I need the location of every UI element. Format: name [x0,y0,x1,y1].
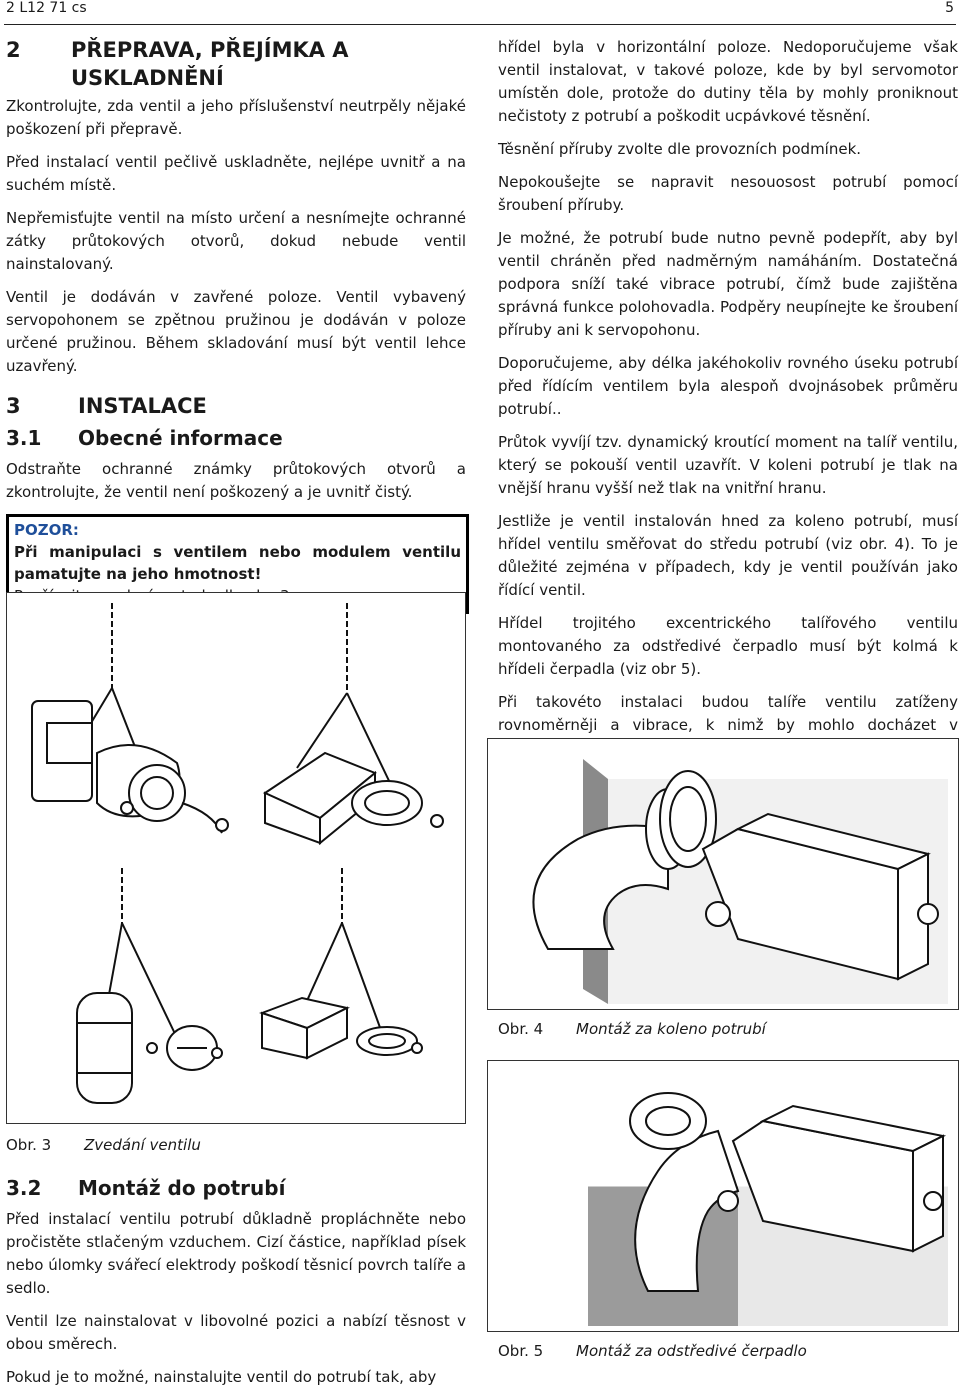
section-3-2-heading [6,1174,466,1202]
paragraph: Těsnění příruby zvolte dle provozních podmínek. [498,140,862,158]
right-column [498,36,958,770]
figure-4-elbow-mount [487,738,959,1010]
lifting-illustration-3 [77,868,222,1103]
paragraph: Odstraňte ochranné známky průtokových otvorů a zkontrolujte, že ventil není poškozený a je uvnitř čistý. [6,460,466,501]
section-3-heading [6,392,466,420]
paragraph: Při takovéto instalaci budou talíře ventilu zatíženy rovnoměrněji a vibrace, k nimž by mohlo docházet v [498,693,958,734]
paragraph: Zkontrolujte, zda ventil a jeho příslušenství neutrpěly nějaké poškození při přepravě. [6,97,466,138]
paragraph: Jestliže je ventil instalován hned za koleno potrubí, musí hřídel ventilu směřovat do středu potrubí (viz obr. 4). To je důležité zejména v případech, kdy je ventil používán jako řídící ventil. [498,512,958,599]
section-title: Obecné informace [78,426,283,450]
paragraph: Hřídel trojitého excentrického talířového ventilu montovaného za odstředivé čerpadlo musí být kolmá k hřídeli čerpadla (viz obr 5). [498,614,958,678]
section-number: 2 [6,38,21,62]
figure-4-number: Obr. 4 [498,1020,544,1038]
section-title: INSTALACE [78,394,207,418]
section-number: 3.1 [6,426,42,450]
section-title: PŘEPRAVA, PŘEJÍMKA A USKLADNĚNÍ [70,38,349,90]
paragraph: Před instalací ventil pečlivě uskladněte, nejlépe uvnitř a na suchém místě. [6,153,466,194]
paragraph: Nepřemisťujte ventil na místo určení a nesnímejte ochranné zátky průtokových otvorů, dokud nebude ventil nainstalovaný. [6,209,466,273]
figure-5-number: Obr. 5 [498,1342,544,1360]
figure-4-caption: Montáž za koleno potrubí [576,1020,766,1038]
doc-code: 2 L12 71 cs [6,0,87,16]
warning-title: POZOR: [14,521,79,539]
paragraph: hřídel byla v horizontální poloze. Nedoporučujeme však ventil instalovat, v takové poloze, kde by byl servomotor umístěn dole, protože do dutiny těla by mohly proniknout nečistoty z potrubí a poškodit ucpávkové těsnění. [498,38,958,125]
paragraph: Doporučujeme, aby délka jakéhokoliv rovného úseku potrubí před řídícím ventilem byla alespoň dvojnásobek průměru potrubí.. [498,354,958,418]
paragraph: Je možné, že potrubí bude nutno pevně podepřít, aby byl ventil chráněn před nadměrným namáháním. Dostatečná podpora sníží také vibrace potrubí, čímž bude zajištěna správná funkce polohovadla. Podpěry neupínejte ke šroubení příruby ani k servopohonu. [498,229,958,339]
section-3-1-heading [6,424,466,452]
page-number: 5 [945,0,954,16]
paragraph: Ventil je dodáván v zavřené poloze. Ventil vybavený servopohonem se zpětnou pružinou je dodáván v poloze určené pružinou. Během skladování musí být ventil lehce uzavřený. [6,288,466,375]
paragraph: Ventil lze nainstalovat v libovolné pozici a nabízí těsnost v obou směrech. [6,1312,466,1353]
figure-3-number: Obr. 3 [6,1136,52,1154]
figure-5-caption: Montáž za odstředivé čerpadlo [576,1342,807,1360]
paragraph: Nepokoušejte se napravit nesouosost potrubí pomocí šroubení příruby. [498,173,958,214]
lifting-illustration-1 [32,603,228,833]
figure-3-caption: Zvedání ventilu [84,1136,201,1154]
section-3-2 [6,1174,466,1399]
figure-5-pump-mount [487,1060,959,1332]
paragraph: Průtok vyvíjí tzv. dynamický kroutící moment na talíř ventilu, který se pokouší ventil uzavřít. V koleni potrubí je tlak na vnější hranu vyšší než tlak na vnitřní hranu. [498,433,958,497]
warning-bold-text: Při manipulaci s ventilem nebo modulem ventilu pamatujte na jeho hmotnost! [14,543,461,583]
paragraph: Před instalací ventilu potrubí důkladně propláchněte nebo pročistěte stlačeným vzduchem. Cizí částice, například písek nebo úlomky svářecí elektrody poškodí těsnicí povrch talíře a sedlo. [6,1210,466,1297]
section-number: 3 [6,394,21,418]
lifting-illustration-4 [262,868,422,1058]
section-title: Montáž do potrubí [78,1176,286,1200]
lifting-illustration-2 [265,603,443,843]
header-divider [4,24,956,25]
left-column [6,36,466,614]
section-number: 3.2 [6,1176,42,1200]
paragraph: Pokud je to možné, nainstalujte ventil do potrubí tak, aby [6,1368,437,1386]
section-2-heading [6,36,466,92]
figure-3-lifting [6,592,466,1124]
